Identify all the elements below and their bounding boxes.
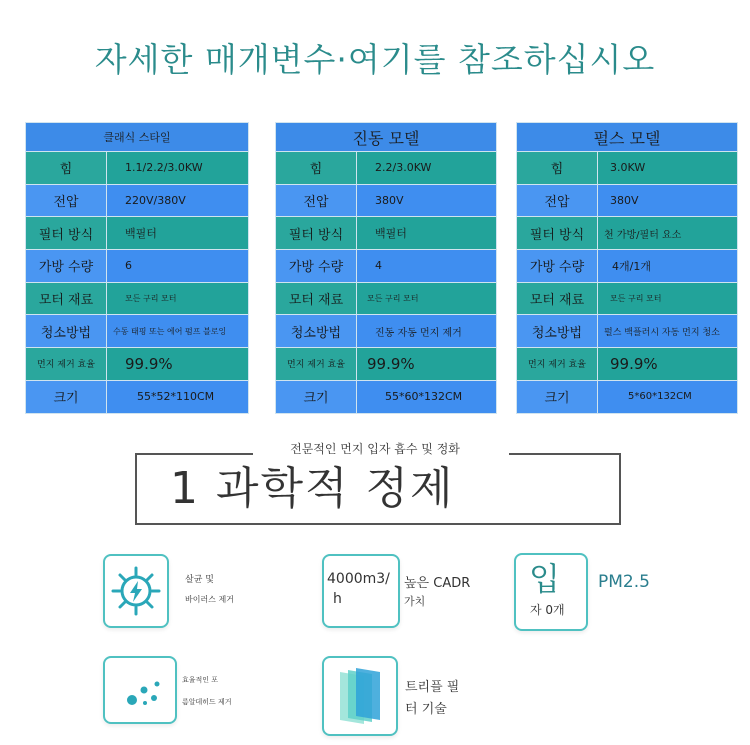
formaldehyde-label-1: 효율적인 포 <box>182 676 219 684</box>
row-value: 2.2/3.0KW <box>357 152 497 185</box>
row-value: 백필터 <box>107 217 249 250</box>
filter-label-1: 트리플 필 <box>405 680 460 695</box>
row-label: 모터 재료 <box>517 282 598 315</box>
row-label: 필터 방식 <box>276 217 357 250</box>
row-value: 1.1/2.2/3.0KW <box>107 152 249 185</box>
row-value: 모든 구리 모터 <box>598 282 738 315</box>
frame-topline-right <box>509 453 621 455</box>
row-value: 99.9% <box>598 348 738 381</box>
row-label: 크기 <box>26 380 107 413</box>
pm-big-char: 입 <box>529 560 560 598</box>
row-value: 4개/1개 <box>598 250 738 283</box>
row-label: 가방 수량 <box>276 250 357 283</box>
pm25-label: PM2.5 <box>598 572 650 592</box>
cadr-label-1: 높은 CADR <box>404 576 471 591</box>
row-value: 220V/380V <box>107 184 249 217</box>
row-label: 전압 <box>517 184 598 217</box>
filter-icon-box <box>322 656 398 736</box>
row-value: 380V <box>598 184 738 217</box>
formaldehyde-icon-box <box>103 656 177 724</box>
cadr-label-2: 가치 <box>404 595 426 608</box>
row-label: 크기 <box>276 380 357 413</box>
row-label: 먼지 제거 효율 <box>517 348 598 381</box>
particles-icon <box>105 658 175 722</box>
row-value: 천 가방/필터 요소 <box>598 217 738 250</box>
row-label: 모터 재료 <box>276 282 357 315</box>
row-value: 4 <box>357 250 497 283</box>
cadr-value-1: 4000m3/ <box>327 571 390 587</box>
filter-layers-icon <box>324 658 396 734</box>
filter-label-2: 터 기술 <box>405 702 447 717</box>
row-label: 힘 <box>276 152 357 185</box>
formaldehyde-label-2: 름알데히드 제거 <box>182 698 232 706</box>
row-value: 모든 구리 모터 <box>107 282 249 315</box>
row-value: 99.9% <box>107 348 249 381</box>
science-title: 1 과학적 정제 <box>170 463 455 514</box>
row-label: 가방 수량 <box>26 250 107 283</box>
row-value: 6 <box>107 250 249 283</box>
row-value: 380V <box>357 184 497 217</box>
row-value: 99.9% <box>357 348 497 381</box>
row-label: 전압 <box>276 184 357 217</box>
pm-small-label: 자 0개 <box>530 603 565 617</box>
row-value: 펄스 백플러시 자동 먼지 청소 <box>598 315 738 348</box>
row-value: 백필터 <box>357 217 497 250</box>
row-label: 필터 방식 <box>26 217 107 250</box>
row-label: 필터 방식 <box>517 217 598 250</box>
row-value: 수동 태핑 또는 에어 펌프 블로잉 <box>107 315 249 348</box>
sterilize-icon-box <box>103 554 169 628</box>
table-header: 진동 모델 <box>276 123 497 152</box>
table-header: 펄스 모델 <box>517 123 738 152</box>
row-label: 힘 <box>26 152 107 185</box>
row-label: 청소방법 <box>26 315 107 348</box>
spec-table-pulse <box>516 122 738 414</box>
row-label: 청소방법 <box>276 315 357 348</box>
table-header: 클래식 스타일 <box>26 123 249 152</box>
row-value: 55*52*110CM <box>107 380 249 413</box>
row-label: 가방 수량 <box>517 250 598 283</box>
science-subtitle: 전문적인 먼지 입자 흡수 및 정화 <box>290 442 460 456</box>
page-title: 자세한 매개변수·여기를 참조하십시오 <box>94 40 656 79</box>
virus-lightning-icon <box>105 556 167 626</box>
row-label: 크기 <box>517 380 598 413</box>
row-label: 먼지 제거 효율 <box>276 348 357 381</box>
row-value: 모든 구리 모터 <box>357 282 497 315</box>
row-label: 모터 재료 <box>26 282 107 315</box>
row-value: 3.0KW <box>598 152 738 185</box>
spec-table-vibration <box>275 122 497 414</box>
sterilize-label-2: 바이러스 제거 <box>185 595 234 604</box>
row-label: 전압 <box>26 184 107 217</box>
cadr-value-2: h <box>333 591 342 607</box>
row-label: 먼지 제거 효율 <box>26 348 107 381</box>
sterilize-label-1: 살균 및 <box>185 575 214 585</box>
row-value: 5*60*132CM <box>598 380 738 413</box>
row-label: 청소방법 <box>517 315 598 348</box>
row-value: 진동 자동 먼지 제거 <box>357 315 497 348</box>
row-value: 55*60*132CM <box>357 380 497 413</box>
row-label: 힘 <box>517 152 598 185</box>
spec-table-classic <box>25 122 249 414</box>
